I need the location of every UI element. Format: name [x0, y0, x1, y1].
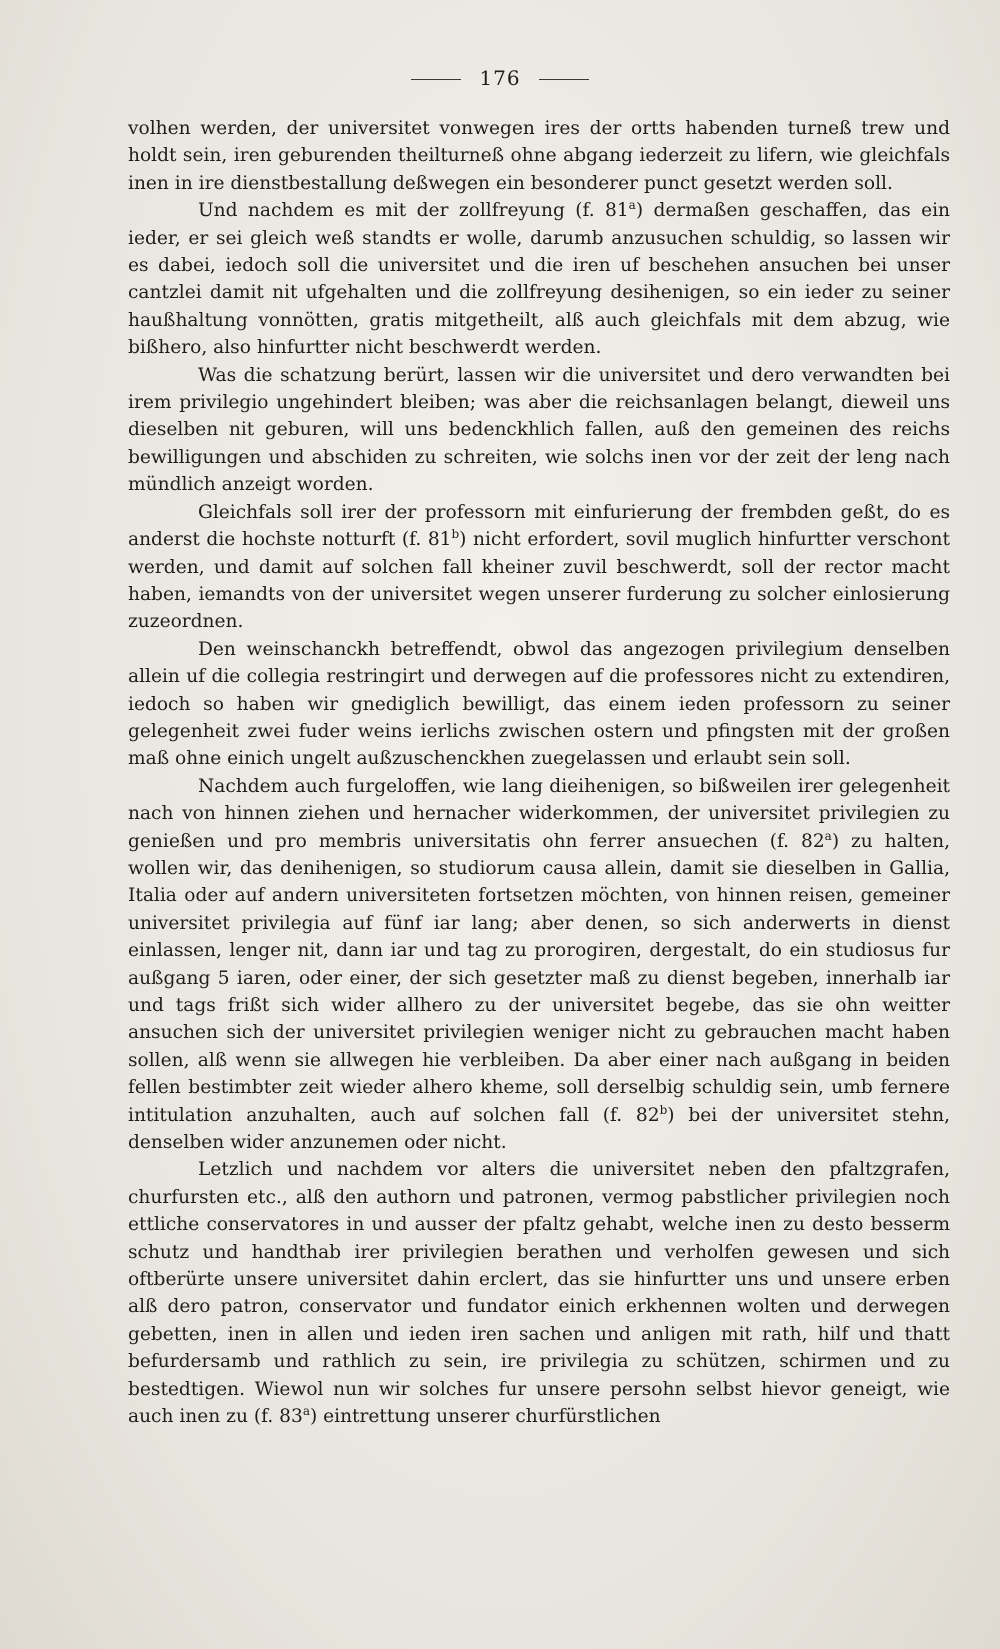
paragraph — [128, 499, 950, 636]
paragraph-text: Gleichfals soll irer der professorn mit einfurierung der frembden geßt, do es anderst die hochste notturft (f. 81 — [128, 501, 950, 551]
header-rule-right — [539, 79, 589, 80]
header-rule-left — [411, 79, 461, 80]
paragraph-text: ) nicht erfordert, sovil muglich hinfurtter verschont werden, und damit auf solchen fall kheiner zuvil beschwerdt, soll der rector macht haben, iemandts von der universitet wegen unserer furderung zu solcher einlosierung zuzeordnen. — [128, 529, 950, 633]
paragraph — [128, 197, 950, 361]
page-header — [0, 66, 1000, 90]
page-number: 176 — [479, 66, 521, 90]
paragraph — [128, 1156, 950, 1430]
folio-side-marker: a — [302, 1403, 310, 1418]
folio-side-marker: b — [451, 526, 460, 541]
paragraph: Den weinschanckh betreffendt, obwol das angezogen privilegium denselben allein uf die collegia restringirt und derwegen auf die professores nicht zu extendiren, iedoch so haben wir gnediglich bewilligt, das einem ieden professorn zu seiner gelegenheit zwei fuder weins ierlichs zwischen ostern und pfingsten mit der großen maß ohne einich ungelt außzuschenckhen zuegelassen und erlaubt sein soll. — [128, 638, 950, 770]
paragraph: Was die schatzung berürt, lassen wir die universitet und dero verwandten bei irem privilegio ungehindert bleiben; was aber die reichsanlagen belangt, dieweil uns dieselben nit geburen, will uns bedenckhlich fallen, auß den gemeinen des reichs bewilligungen und abschiden zu schreiten, wie solchs inen vor der zeit der leng nach mündlich anzeigt worden. — [128, 364, 950, 496]
paragraph-text: ) dermaßen geschaffen, das ein ieder, er sei gleich weß standts er wolle, darumb anzusuchen schuldig, so lassen wir es dabei, iedoch soll die universitet und die iren uf beschehen ansuchen bei unser cantzlei damit nit ufgehalten und die zollfreyung desihenigen, so ein ieder zu seiner haußhaltung vonnötten, gratis mitgetheilt, alß auch gleichfals mit dem abzug, wie bißhero, also hinfurtter nicht beschwerdt werden. — [128, 200, 950, 359]
paragraph-text: ) eintrettung unserer churfürstlichen — [309, 1406, 661, 1428]
paragraph-text: ) zu halten, wollen wir, das denihenigen, so studiorum causa allein, damit sie dieselben in Gallia, Italia oder auf andern universiteten fortsetzen möchten, von hinnen reisen, gemeiner universitet privilegia auf fünf iar lang; aber denen, so sich anderwerts in dienst einlassen, lenger nit, dann iar und tag zu prorogiren, dergestalt, do ein studiosus fur außgang 5 iaren, oder einer, der sich gesetzter maß zu dienst begeben, innerhalb iar und tags frißt sich wider allhero zu der universitet begebe, das sie ohn weitter ansuchen sich der universitet privilegien weniger nicht zu gebrauchen macht haben sollen, alß wenn sie allwegen hie verbleiben. Da aber einer nach außgang in beiden fellen bestimbter zeit wieder alhero kheme, soll derselbig schuldig sein, umb fernere intitulation anzuhalten, auch auf solchen fall (f. 82 — [128, 830, 950, 1126]
paragraph-text: Letzlich und nachdem vor alters die universitet neben den pfaltzgrafen, churfursten etc., alß den authorn und patronen, vermog pabstlicher privilegien noch ettliche conservatores in und ausser der pfaltz gehabt, welche inen zu desto besserm schutz und handthab irer privilegien berathen und verholfen gewesen und sich oftberürte unsere universitet dahin erclert, das sie hinfurtter uns und unsere erben alß dero patron, conservator und fundator einich erkhennen wolten und derwegen gebetten, inen in allen und ieden iren sachen und anligen mit rath, hilf und thatt befurdersamb und rathlich zu sein, ire privilegia zu schützen, schirmen und zu bestedtigen. Wiewol nun wir solches fur unsere persohn selbst hievor geneigt, wie auch inen zu (f. 83 — [128, 1159, 950, 1428]
paragraph-text: Und nachdem es mit der zollfreyung (f. 81 — [198, 200, 629, 222]
paragraph — [128, 773, 950, 1157]
paragraph-text: Nachdem auch furgeloffen, wie lang dieihenigen, so bißweilen irer gelegenheit nach von hinnen ziehen und hernacher widerkommen, der universitet privilegien zu genießen und pro membris universitatis ohn ferrer ansuechen (f. 82 — [128, 775, 950, 852]
folio-side-marker: b — [659, 1102, 668, 1117]
body-text — [128, 115, 950, 1431]
paragraph: volhen werden, der universitet vonwegen ires der ortts habenden turneß trew und holdt sein, iren geburenden theilturneß ohne abgang iederzeit zu lifern, wie gleichfals inen in ire dienstbestallung deßwegen ein besonderer punct gesetzt werden soll. — [128, 118, 950, 194]
paragraph-text: ) bei der universitet stehn, denselben wider anzunemen oder nicht. — [128, 1104, 950, 1154]
folio-side-marker: a — [628, 198, 636, 213]
folio-side-marker: a — [824, 828, 832, 843]
